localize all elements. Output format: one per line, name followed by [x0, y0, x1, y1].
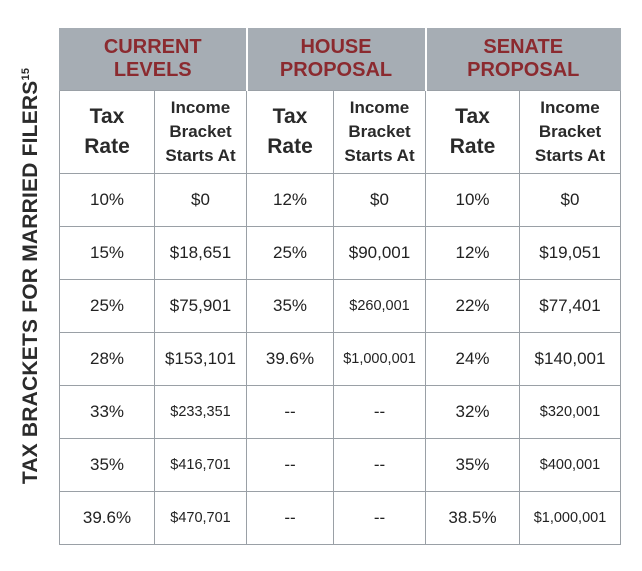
- side-title: [18, 40, 44, 512]
- table-cell: 12%: [247, 174, 334, 227]
- table-cell: 28%: [60, 333, 155, 386]
- table-cell: 24%: [426, 333, 520, 386]
- table-cell: $153,101: [155, 333, 247, 386]
- table-cell: 10%: [60, 174, 155, 227]
- table-row: [60, 280, 621, 333]
- table-cell: $0: [334, 174, 426, 227]
- group-header-senate: SENATE PROPOSAL: [426, 28, 621, 91]
- table-cell: $320,001: [520, 386, 621, 439]
- table-cell: --: [334, 386, 426, 439]
- table-cell: --: [247, 439, 334, 492]
- table-row: [60, 386, 621, 439]
- table-row: [60, 333, 621, 386]
- group-header-house: HOUSE PROPOSAL: [247, 28, 426, 91]
- table-cell: 10%: [426, 174, 520, 227]
- table-cell: $75,901: [155, 280, 247, 333]
- table-cell: 15%: [60, 227, 155, 280]
- table-cell: $19,051: [520, 227, 621, 280]
- column-header-tax-rate: Tax Rate: [426, 91, 520, 174]
- table-cell: $0: [155, 174, 247, 227]
- table-cell: 35%: [247, 280, 334, 333]
- table-row: [60, 174, 621, 227]
- table-cell: $77,401: [520, 280, 621, 333]
- table-row: [60, 227, 621, 280]
- table-cell: $0: [520, 174, 621, 227]
- table-cell: 32%: [426, 386, 520, 439]
- table-cell: $1,000,001: [520, 492, 621, 545]
- table-row: [60, 439, 621, 492]
- table-cell: --: [247, 386, 334, 439]
- table-cell: $1,000,001: [334, 333, 426, 386]
- table-cell: $260,001: [334, 280, 426, 333]
- table-cell: 35%: [426, 439, 520, 492]
- column-header-income-bracket: Income Bracket Starts At: [334, 91, 426, 174]
- table-cell: $416,701: [155, 439, 247, 492]
- tax-brackets-table: [59, 28, 621, 545]
- column-header-income-bracket: Income Bracket Starts At: [155, 91, 247, 174]
- table-cell: 12%: [426, 227, 520, 280]
- table-row: [60, 492, 621, 545]
- footnote-marker: 15: [20, 67, 33, 81]
- table-cell: 25%: [60, 280, 155, 333]
- table-cell: 38.5%: [426, 492, 520, 545]
- column-header-tax-rate: Tax Rate: [247, 91, 334, 174]
- table-cell: $233,351: [155, 386, 247, 439]
- table-cell: 39.6%: [247, 333, 334, 386]
- group-header-current: CURRENT LEVELS: [60, 28, 247, 91]
- column-header-row: [60, 91, 621, 174]
- table-cell: 39.6%: [60, 492, 155, 545]
- table-cell: $400,001: [520, 439, 621, 492]
- column-header-tax-rate: Tax Rate: [60, 91, 155, 174]
- table-cell: $470,701: [155, 492, 247, 545]
- table-cell: $140,001: [520, 333, 621, 386]
- table-cell: --: [334, 492, 426, 545]
- table-cell: 25%: [247, 227, 334, 280]
- table-cell: $90,001: [334, 227, 426, 280]
- table-cell: --: [247, 492, 334, 545]
- table-cell: 22%: [426, 280, 520, 333]
- group-header-row: [60, 28, 621, 91]
- table-cell: --: [334, 439, 426, 492]
- table-cell: 33%: [60, 386, 155, 439]
- table-cell: 35%: [60, 439, 155, 492]
- column-header-income-bracket: Income Bracket Starts At: [520, 91, 621, 174]
- table-cell: $18,651: [155, 227, 247, 280]
- side-title-text: TAX BRACKETS FOR MARRIED FILERS: [19, 80, 43, 485]
